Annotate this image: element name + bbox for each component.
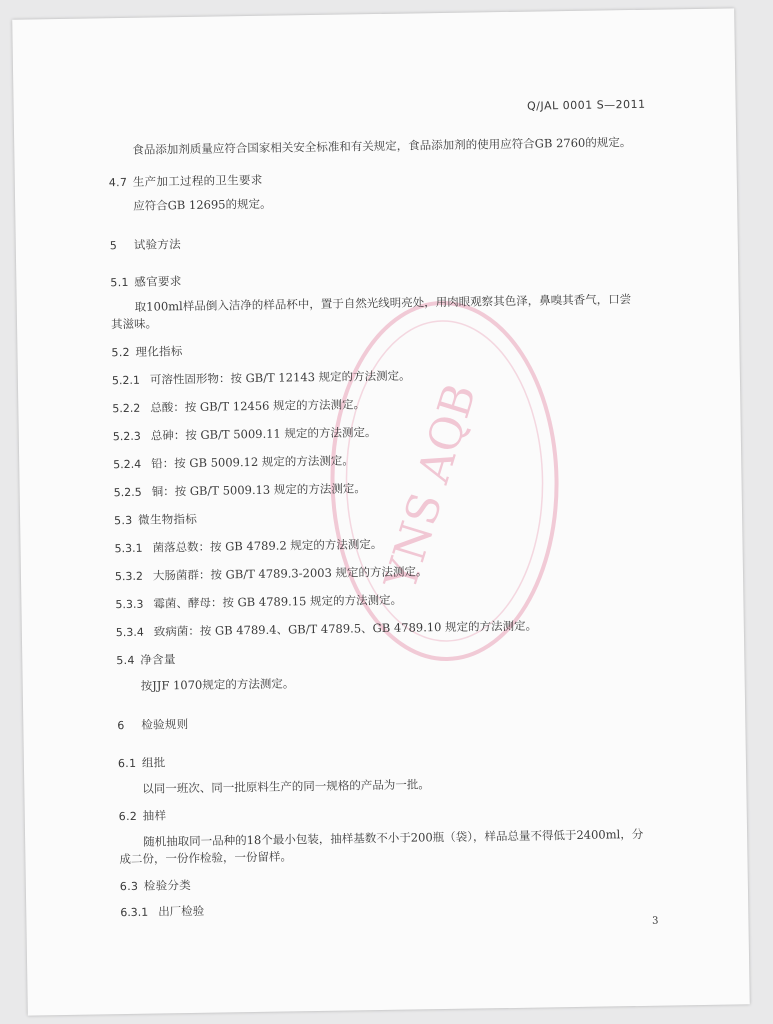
paragraph-line: 成二份，一份作检验，一份留样。 — [119, 849, 293, 867]
section-title: 净含量 — [140, 652, 176, 667]
section-title: 微生物指标 — [137, 511, 198, 527]
section-heading — [118, 745, 746, 772]
clause-line — [114, 474, 742, 501]
clause-text: 可溶性固形物：按 GB/T 12143 规定的方法测定。 — [149, 368, 411, 387]
clause-number: 5.2.3 — [112, 429, 141, 444]
clause-number: 5.2.5 — [113, 485, 142, 500]
paragraph-line: 取100ml样品倒入洁净的样品杯中，置于自然光线明亮处，用肉眼观察其色泽，鼻嗅其香气，口尝 — [134, 292, 632, 314]
clause-number: 5.2.4 — [113, 457, 142, 472]
section-heading — [109, 164, 737, 191]
section-heading — [117, 707, 745, 734]
clause-number: 5.3.3 — [115, 597, 144, 612]
clause-line — [113, 418, 741, 445]
section-heading — [114, 502, 742, 529]
section-heading — [111, 334, 739, 361]
standard-code-header: Q/JAL 0001 S—2011 — [526, 97, 646, 113]
section-number: 5.2 — [111, 345, 130, 360]
section-title: 试验方法 — [133, 237, 182, 252]
paragraph-line: 应符合GB 12695的规定。 — [133, 196, 272, 213]
clause-text: 铜：按 GB/T 5009.13 规定的方法测定。 — [151, 481, 366, 499]
section-number: 5.4 — [116, 653, 135, 668]
section-number: 6.3 — [119, 879, 139, 894]
clause-text: 总砷：按 GB/T 5009.11 规定的方法测定。 — [150, 425, 377, 443]
clause-number: 5.2.1 — [111, 373, 141, 388]
clause-text: 霉菌、酵母：按 GB 4789.15 规定的方法测定。 — [153, 592, 403, 611]
paragraph-line: 其滋味。 — [110, 316, 158, 332]
clause-line — [113, 446, 741, 473]
section-heading — [110, 264, 738, 291]
document-page — [12, 8, 750, 1015]
stamp-text: YNS AQB — [375, 377, 487, 596]
clause-number: 5.3.2 — [114, 569, 144, 584]
clause-number: 5.2.2 — [112, 401, 141, 416]
section-heading — [120, 868, 748, 895]
clause-text: 出厂检验 — [158, 903, 205, 919]
clause-number: 5.3.1 — [114, 541, 143, 556]
section-number: 5 — [109, 239, 118, 253]
paragraph-line: 以同一班次、同一批原料生产的同一规格的产品为一批。 — [142, 777, 430, 796]
section-number: 5.1 — [110, 275, 129, 290]
section-heading — [116, 642, 744, 669]
section-title: 检验规则 — [141, 717, 189, 732]
clause-line — [112, 390, 740, 417]
clause-text: 菌落总数：按 GB 4789.2 规定的方法测定。 — [152, 536, 383, 555]
clause-text: 致病菌：按 GB 4789.4、GB/T 4789.5、GB 4789.10 规定的方法测定。 — [153, 618, 538, 639]
clause-line — [114, 530, 742, 557]
clause-text: 总酸：按 GB/T 12456 规定的方法测定。 — [150, 397, 366, 415]
section-title: 生产加工过程的卫生要求 — [132, 172, 263, 189]
paragraph-line: 按JJF 1070规定的方法测定。 — [140, 676, 295, 693]
clause-line — [116, 614, 744, 641]
clause-line — [112, 362, 740, 389]
page-number: 3 — [652, 915, 659, 927]
section-heading — [110, 227, 738, 254]
paragraph-line: 食品添加剂质量应符合国家相关安全标准和有关规定，食品添加剂的使用应符合GB 2760的规定。 — [132, 135, 632, 157]
clause-text: 铅：按 GB 5009.12 规定的方法测定。 — [151, 453, 354, 471]
section-number: 4.7 — [108, 175, 128, 190]
clause-number: 6.3.1 — [120, 905, 149, 920]
section-number: 5.3 — [114, 513, 133, 528]
clause-line — [115, 586, 743, 613]
section-title: 感官要求 — [134, 274, 182, 289]
clause-line — [115, 558, 743, 585]
section-title: 抽样 — [142, 808, 167, 823]
section-number: 6.2 — [118, 809, 138, 824]
section-number: 6 — [117, 719, 125, 733]
paragraph-line: 随机抽取同一品种的18个最小包装，抽样基数不小于200瓶（袋），样品总量不得低于2400ml，分 — [143, 826, 644, 849]
clause-text: 大肠菌群：按 GB/T 4789.3-2003 规定的方法测定。 — [152, 564, 428, 583]
section-heading — [119, 798, 747, 825]
section-title: 组批 — [141, 755, 166, 770]
clause-number: 5.3.4 — [115, 625, 144, 640]
section-title: 理化指标 — [135, 344, 183, 359]
section-number: 6.1 — [117, 756, 137, 771]
section-title: 检验分类 — [143, 878, 192, 893]
